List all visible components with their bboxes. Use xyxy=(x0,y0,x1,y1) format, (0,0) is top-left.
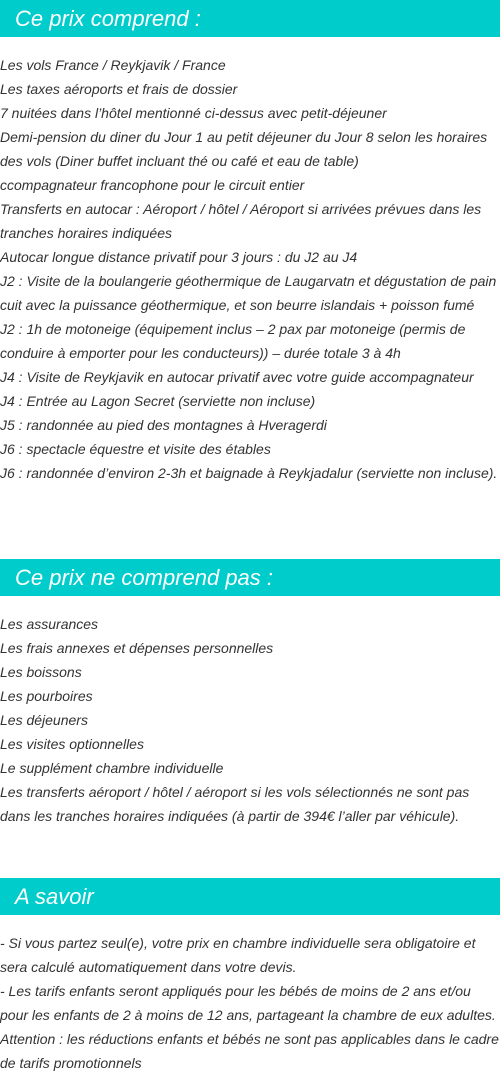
list-item: Les déjeuners xyxy=(0,712,88,728)
list-item: 7 nuitées dans l’hôtel mentionné ci-dessus avec petit-déjeuner xyxy=(0,105,387,121)
list-item: J4 : Visite de Reykjavik en autocar privatif avec votre guide accompagnateur xyxy=(0,369,474,385)
includes-list xyxy=(0,37,500,485)
list-item: ccompagnateur francophone pour le circuit entier xyxy=(0,177,305,193)
list-item: J4 : Entrée au Lagon Secret (serviette non incluse) xyxy=(0,393,316,409)
list-item: Les vols France / Reykjavik / France xyxy=(0,57,226,73)
list-item: Les boissons xyxy=(0,664,82,680)
list-item: - Si vous partez seul(e), votre prix en chambre individuelle sera obligatoire et sera calculé automatiquement dans votre devis. xyxy=(0,935,476,975)
list-item: - Les tarifs enfants seront appliqués pour les bébés de moins de 2 ans et/ou pour les enfants de 2 à moins de 12 ans, partageant la chambre de eux adultes. xyxy=(0,983,496,1023)
list-item: Attention : les réductions enfants et bébés ne sont pas applicables dans le cadre de tarifs promotionnels xyxy=(0,1031,499,1071)
list-item: Autocar longue distance privatif pour 3 jours : du J2 au J4 xyxy=(0,249,358,265)
list-item: Demi-pension du diner du Jour 1 au petit déjeuner du Jour 8 selon les horaires des vols (Diner buffet incluant thé ou café et eau de table) xyxy=(0,129,488,169)
excludes-section xyxy=(0,559,500,828)
notes-heading: A savoir xyxy=(0,878,500,915)
list-item: Les transferts aéroport / hôtel / aéroport si les vols sélectionnés ne sont pas dans les tranches horaires indiquées (à partir de 394€ l’aller par véhicule). xyxy=(0,784,470,824)
list-item: J5 : randonnée au pied des montagnes à Hveragerdi xyxy=(0,417,327,433)
list-item: Les pourboires xyxy=(0,688,93,704)
list-item: Les taxes aéroports et frais de dossier xyxy=(0,81,238,97)
list-item: Les assurances xyxy=(0,616,99,632)
list-item: J2 : Visite de la boulangerie géothermique de Laugarvatn et dégustation de pain cuit avec la puissance géothermique, et son beurre islandais + poisson fumé xyxy=(0,273,497,313)
list-item: Transferts en autocar : Aéroport / hôtel / Aéroport si arrivées prévues dans les tranches horaires indiquées xyxy=(0,201,482,241)
excludes-list xyxy=(0,596,500,828)
includes-heading: Ce prix comprend : xyxy=(0,0,500,37)
includes-section xyxy=(0,0,500,485)
list-item: J2 : 1h de motoneige (équipement inclus – 2 pax par motoneige (permis de conduire à emporter pour les conducteurs)) – durée totale 3 à 4h xyxy=(0,321,466,361)
excludes-heading: Ce prix ne comprend pas : xyxy=(0,559,500,596)
notes-list xyxy=(0,915,500,1075)
list-item: Les frais annexes et dépenses personnelles xyxy=(0,640,274,656)
notes-section xyxy=(0,878,500,1075)
list-item: Les visites optionnelles xyxy=(0,736,144,752)
list-item: Le supplément chambre individuelle xyxy=(0,760,224,776)
list-item: J6 : spectacle équestre et visite des étables xyxy=(0,441,271,457)
list-item: J6 : randonnée d’environ 2-3h et baignade à Reykjadalur (serviette non incluse). xyxy=(0,465,498,481)
